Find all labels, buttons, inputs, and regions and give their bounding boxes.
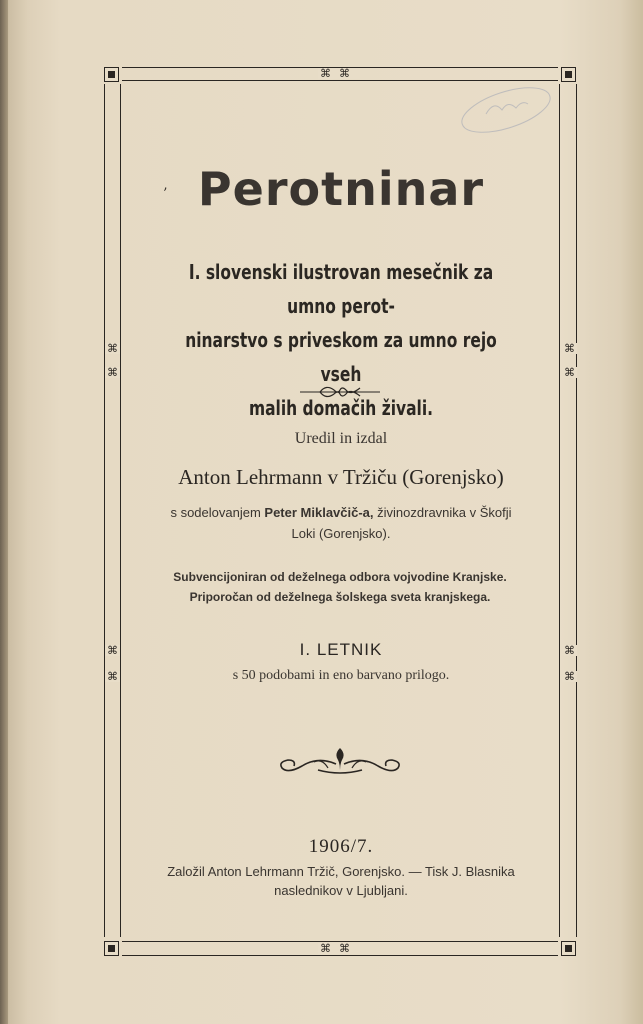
edited-label: Uredil in izdal bbox=[294, 430, 388, 447]
volume-subtitle: s 50 podobami in eno barvano prilogo. bbox=[232, 668, 450, 683]
publisher-note bbox=[136, 862, 546, 900]
book-spine bbox=[0, 0, 8, 1024]
ornament-right-lower2-icon: ⌘ bbox=[564, 670, 575, 683]
collab-name: Peter Miklavčič-a, bbox=[264, 505, 374, 520]
ornament-right-upper-icon: ⌘ bbox=[564, 342, 575, 355]
stray-mark: ’ bbox=[163, 186, 168, 202]
frame-corner-bottom-right bbox=[561, 941, 576, 956]
subsidy-line: Priporočan od deželnega šolskega sveta kranjskega. bbox=[189, 590, 491, 604]
subtitle-line: I. slovenski ilustrovan mesečnik za umno perot- bbox=[188, 260, 494, 318]
frame-corner-top-right bbox=[561, 67, 576, 82]
subtitle-line: malih domačih živali. bbox=[248, 396, 434, 420]
ornament-left-upper2-icon: ⌘ bbox=[107, 366, 118, 379]
publisher-line: Založil Anton Lehrmann Tržič, Gorenjsko. — Tisk J. Blasnika bbox=[167, 864, 515, 879]
subtitle-line: ninarstvo s priveskom za umno rejo vseh bbox=[185, 328, 497, 386]
frame-corner-top-left bbox=[104, 67, 119, 82]
publisher-line: naslednikov v Ljubljani. bbox=[274, 883, 408, 898]
ornament-right-upper2-icon: ⌘ bbox=[564, 366, 575, 379]
ornament-right-lower-icon: ⌘ bbox=[564, 644, 575, 657]
subsidy-line: Subvencijoniran od deželnega odbora vojvodine Kranjske. bbox=[173, 570, 507, 584]
ornament-left-lower-icon: ⌘ bbox=[107, 644, 118, 657]
ornament-left-lower2-icon: ⌘ bbox=[107, 670, 118, 683]
collab-line2: Loki (Gorenjsko). bbox=[291, 526, 391, 541]
collab-rest: živinozdravnika v Škofji bbox=[377, 505, 512, 520]
divider-ornament-icon bbox=[298, 380, 382, 404]
volume-label: I. LETNIK bbox=[299, 640, 383, 659]
ornament-left-upper-icon: ⌘ bbox=[107, 342, 118, 355]
flourish-ornament-icon bbox=[278, 742, 402, 778]
frame-corner-bottom-left bbox=[104, 941, 119, 956]
year-label: 1906/7. bbox=[308, 836, 374, 857]
subsidy-note bbox=[130, 567, 550, 607]
page-title: Perotninar bbox=[197, 162, 485, 216]
pencil-stamp-icon bbox=[456, 80, 556, 140]
ornament-top-icon: ⌘⌘ bbox=[320, 67, 358, 80]
collaboration-note bbox=[136, 502, 546, 544]
ornament-bottom-icon: ⌘⌘ bbox=[320, 942, 358, 955]
author-line: Anton Lehrmann v Tržiču (Gorenjsko) bbox=[178, 465, 504, 489]
collab-prefix: s sodelovanjem bbox=[170, 505, 261, 520]
